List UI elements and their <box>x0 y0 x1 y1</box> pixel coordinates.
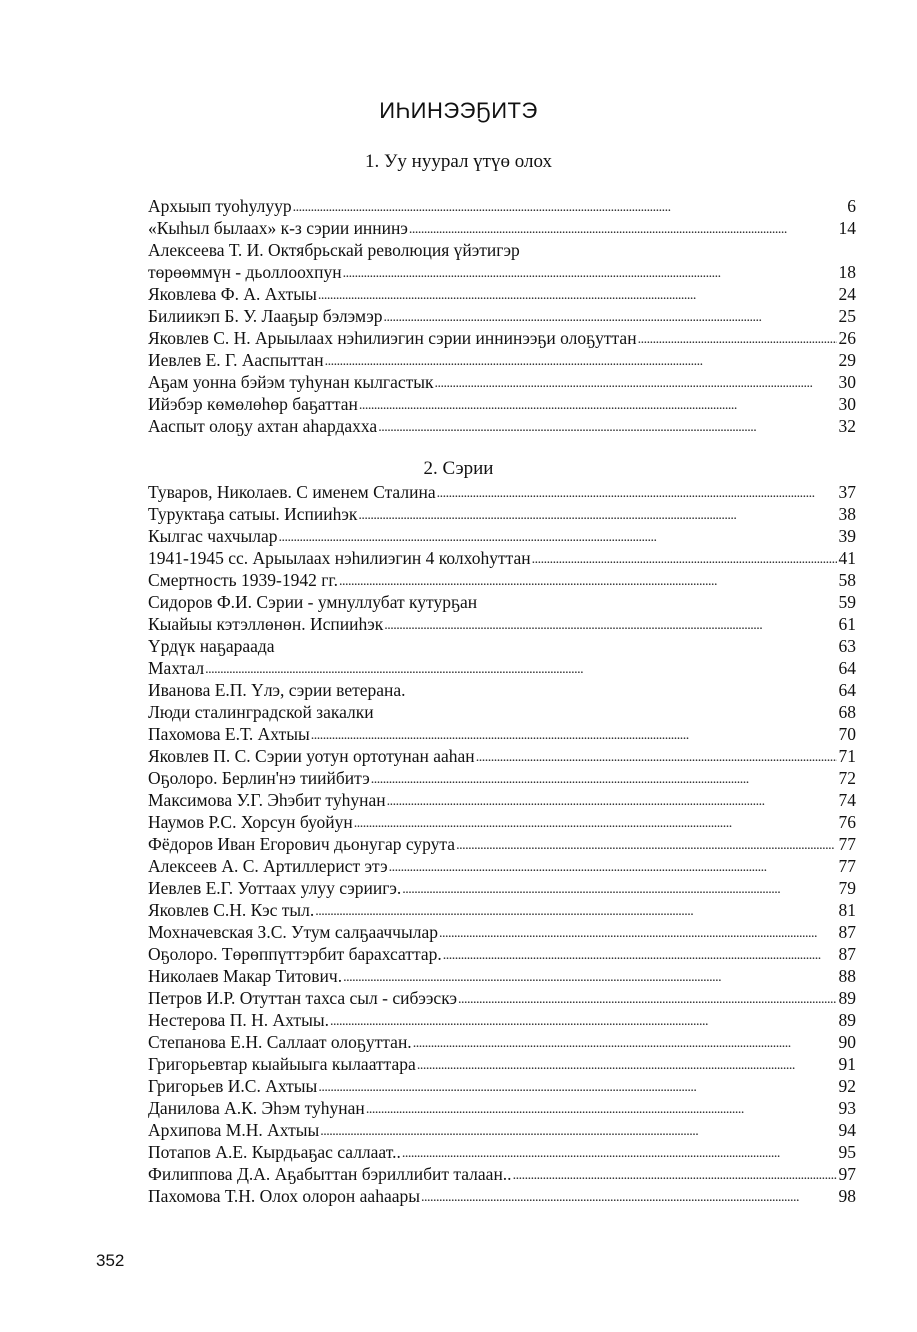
page-number: 352 <box>96 1251 125 1270</box>
toc-entry-page: 41 <box>838 548 856 568</box>
toc-entry-title: Данилова А.К. Эһэм туһунан <box>148 1098 365 1118</box>
toc-entry-page: 59 <box>838 592 856 612</box>
toc-entry-page: 79 <box>838 878 856 898</box>
toc-entry-page: 90 <box>838 1032 856 1052</box>
toc-leader-dots <box>354 815 837 833</box>
section-heading-2: 2. Сэрии <box>423 458 494 479</box>
toc-leader-dots <box>435 375 837 393</box>
toc-entry-title: Алексеев А. С. Артиллерист этэ <box>148 856 388 876</box>
toc-leader-dots <box>325 353 837 371</box>
toc-entry <box>148 415 856 437</box>
toc-leader-dots <box>320 1123 837 1141</box>
toc-entry <box>148 1053 856 1075</box>
toc-leader-dots <box>293 199 837 217</box>
toc-entry <box>148 327 856 349</box>
toc-entry-page: 94 <box>838 1120 856 1140</box>
section-heading-1: 1. Уу нуурал үтүө олох <box>364 151 552 172</box>
toc-entry-title: Яковлев П. С. Сэрии уотун ортотунан ааһан <box>148 746 475 766</box>
toc-leader-dots <box>437 485 837 503</box>
toc-leader-dots <box>417 1057 837 1075</box>
toc-entry-page: 91 <box>838 1054 856 1074</box>
toc-leader-dots <box>359 397 837 415</box>
toc-entry-page: 61 <box>838 614 856 634</box>
toc-entry-title: Оҕолоро. Берлин'нэ тиийбитэ <box>148 768 370 788</box>
toc-entry-page: 26 <box>838 328 856 348</box>
toc-entry-page: 64 <box>838 680 856 700</box>
toc-entry-title: Фёдоров Иван Егорович дьонугар сурута <box>148 834 456 854</box>
toc-entry <box>148 1119 856 1141</box>
toc-entry <box>148 657 856 679</box>
toc-leader-dots <box>205 661 837 679</box>
toc-entry <box>148 899 856 921</box>
toc-entry <box>148 1009 856 1031</box>
toc-entry <box>148 921 856 943</box>
toc-entry <box>148 591 856 613</box>
toc-entry <box>148 679 856 701</box>
toc-entry-title: Алексеева Т. И. Октябрьскай революция үйэтигэр <box>148 240 520 260</box>
toc-leader-dots <box>387 793 837 811</box>
toc-entry-title: Потапов А.Е. Кырдьаҕас саллаат.. <box>148 1142 401 1162</box>
toc-leader-dots <box>311 727 837 745</box>
toc-entry <box>148 745 856 767</box>
toc-leader-dots <box>358 507 837 525</box>
toc-leader-dots <box>330 1013 837 1031</box>
toc-entry <box>148 393 856 415</box>
toc-entry-page: 76 <box>838 812 856 832</box>
toc-leader-dots <box>371 771 837 789</box>
toc-list-section-2 <box>148 481 856 1207</box>
toc-entry-title: Пахомова Е.Т. Ахтыы <box>148 724 310 744</box>
toc-entry <box>148 613 856 635</box>
toc-entry <box>148 1031 856 1053</box>
toc-entry <box>148 195 856 217</box>
toc-entry-title: Ийэбэр көмөлөһөр баҕаттан <box>148 394 358 414</box>
toc-entry-title: Кыайыы кэтэллөнөн. Испииһэк <box>148 614 384 634</box>
toc-entry-title: Үрдүк наҕараада <box>148 636 275 656</box>
toc-entry-title: Иевлев Е.Г. Уоттаах улуу сэриигэ. <box>148 878 402 898</box>
toc-entry-title: Архипова М.Н. Ахтыы <box>148 1120 320 1140</box>
toc-entry-page: 89 <box>838 1010 856 1030</box>
toc-entry-page: 71 <box>838 746 856 766</box>
toc-entry-title: Максимова У.Г. Эһэбит туһунан <box>148 790 386 810</box>
toc-entry-page: 89 <box>838 988 856 1008</box>
toc-entry <box>148 789 856 811</box>
toc-entry <box>148 481 856 503</box>
toc-entry <box>148 371 856 393</box>
toc-entry <box>148 723 856 745</box>
toc-leader-dots <box>384 617 837 635</box>
toc-leader-dots <box>315 903 837 921</box>
toc-entry-title: Григорьев И.С. Ахтыы <box>148 1076 318 1096</box>
toc-leader-dots <box>389 859 837 877</box>
toc-entry-title: Яковлев С. Н. Арыылаах нэһилиэгин сэрии иннинээҕи олоҕуттан <box>148 328 637 348</box>
toc-entry <box>148 1075 856 1097</box>
toc-leader-dots <box>476 749 837 767</box>
toc-entry-title: Степанова Е.Н. Саллаат олоҕуттан. <box>148 1032 412 1052</box>
toc-entry-title: Смертность 1939-1942 гг. <box>148 570 338 590</box>
toc-leader-dots <box>343 265 837 283</box>
toc-entry-page: 25 <box>838 306 856 326</box>
toc-entry-title: Петров И.Р. Отуттан тахса сыл - сибээскэ <box>148 988 457 1008</box>
toc-entry-title: Пахомова Т.Н. Олох олорон ааһаары <box>148 1186 420 1206</box>
toc-entry-page: 58 <box>838 570 856 590</box>
toc-entry-title: Кылгас чахчылар <box>148 526 278 546</box>
toc-leader-dots <box>458 991 837 1009</box>
toc-entry-title: Николаев Макар Титович. <box>148 966 343 986</box>
toc-entry-page: 92 <box>838 1076 856 1096</box>
toc-entry-title: Наумов Р.С. Хорсун буойун <box>148 812 353 832</box>
toc-entry <box>148 305 856 327</box>
toc-entry-title: Оҕолоро. Төрөппүттэрбит барахсаттар. <box>148 944 442 964</box>
toc-entry <box>148 833 856 855</box>
toc-entry <box>148 503 856 525</box>
toc-leader-dots <box>409 221 837 239</box>
toc-entry-page: 87 <box>838 944 856 964</box>
toc-entry-page: 24 <box>838 284 856 304</box>
toc-leader-dots <box>513 1167 837 1185</box>
toc-entry <box>148 239 856 261</box>
toc-entry-page: 30 <box>838 372 856 392</box>
toc-leader-dots <box>413 1035 837 1053</box>
toc-entry <box>148 635 856 657</box>
toc-entry <box>148 217 856 239</box>
toc-entry-page: 77 <box>838 856 856 876</box>
toc-entry-page: 29 <box>838 350 856 370</box>
toc-leader-dots <box>443 947 837 965</box>
toc-entry-page: 70 <box>838 724 856 744</box>
toc-leader-dots <box>343 969 837 987</box>
toc-entry-title: Туваров, Николаев. С именем Сталина <box>148 482 436 502</box>
toc-entry <box>148 855 856 877</box>
toc-leader-dots <box>366 1101 837 1119</box>
toc-entry-page: 30 <box>838 394 856 414</box>
toc-entry <box>148 701 856 723</box>
toc-entry <box>148 283 856 305</box>
toc-entry <box>148 767 856 789</box>
toc-leader-dots <box>318 1079 837 1097</box>
toc-entry-title: Архыып туоһулуур <box>148 196 292 216</box>
toc-leader-dots <box>638 331 837 349</box>
toc-leader-dots <box>318 287 837 305</box>
toc-entry-title: Нестерова П. Н. Ахтыы. <box>148 1010 329 1030</box>
toc-entry-page: 64 <box>838 658 856 678</box>
toc-entry-title: Туруктаҕа сатыы. Испииһэк <box>148 504 358 524</box>
toc-entry-page: 39 <box>838 526 856 546</box>
toc-entry-title: Аҕам уонна бэйэм туһунан кылгастык <box>148 372 434 392</box>
toc-entry-page: 37 <box>838 482 856 502</box>
toc-entry-title: Яковлева Ф. А. Ахтыы <box>148 284 317 304</box>
toc-entry-page: 95 <box>838 1142 856 1162</box>
toc-entry-title: Ааспыт олоҕу ахтан аһардахха <box>148 416 378 436</box>
toc-entry-title: Григорьевтар кыайыыга кылааттара <box>148 1054 416 1074</box>
toc-entry <box>148 965 856 987</box>
toc-leader-dots <box>456 837 837 855</box>
toc-entry-title: Мохначевская З.С. Утум салҕааччылар <box>148 922 438 942</box>
toc-leader-dots <box>279 529 837 547</box>
toc-leader-dots <box>402 1145 837 1163</box>
toc-entry-page: 77 <box>838 834 856 854</box>
toc-entry-title: Яковлев С.Н. Кэс тыл. <box>148 900 315 920</box>
toc-entry-page: 68 <box>838 702 856 722</box>
toc-leader-dots <box>439 925 837 943</box>
toc-leader-dots <box>378 419 837 437</box>
toc-entry <box>148 349 856 371</box>
toc-entry <box>148 525 856 547</box>
toc-entry-page: 72 <box>838 768 856 788</box>
toc-entry <box>148 1163 856 1185</box>
toc-list-section-1 <box>148 195 856 437</box>
toc-entry-title: «Кыһыл былаах» к-з сэрии иннинэ <box>148 218 408 238</box>
toc-leader-dots <box>402 881 837 899</box>
toc-entry <box>148 261 856 283</box>
toc-entry-page: 97 <box>838 1164 856 1184</box>
toc-entry-page: 93 <box>838 1098 856 1118</box>
toc-leader-dots <box>384 309 837 327</box>
toc-entry-page: 74 <box>838 790 856 810</box>
toc-leader-dots <box>421 1189 837 1207</box>
toc-entry <box>148 547 856 569</box>
toc-entry <box>148 943 856 965</box>
toc-entry-page: 87 <box>838 922 856 942</box>
toc-entry-title: Люди сталинградской закалки <box>148 702 374 722</box>
toc-entry-title: Филиппова Д.А. Аҕабыттан бэриллибит талаан.. <box>148 1164 512 1184</box>
toc-entry <box>148 877 856 899</box>
toc-leader-dots <box>532 551 837 569</box>
toc-entry <box>148 1097 856 1119</box>
page-title: ИҺИНЭЭҔИТЭ <box>379 98 538 123</box>
toc-entry-title: Иевлев Е. Г. Ааспыттан <box>148 350 324 370</box>
toc-entry <box>148 1141 856 1163</box>
toc-entry <box>148 811 856 833</box>
toc-entry-page: 38 <box>838 504 856 524</box>
toc-entry-page: 14 <box>838 218 856 238</box>
toc-entry <box>148 1185 856 1207</box>
toc-entry-page: 81 <box>838 900 856 920</box>
toc-entry-page: 63 <box>838 636 856 656</box>
toc-leader-dots <box>339 573 837 591</box>
toc-entry-page: 98 <box>838 1186 856 1206</box>
toc-entry-page: 6 <box>847 196 856 216</box>
toc-entry-page: 32 <box>838 416 856 436</box>
toc-entry-page: 18 <box>838 262 856 282</box>
toc-entry-title: Билиикэп Б. У. Лааҕыр бэлэмэр <box>148 306 383 326</box>
toc-entry <box>148 569 856 591</box>
toc-entry-page: 88 <box>838 966 856 986</box>
toc-entry <box>148 987 856 1009</box>
toc-entry-title: 1941-1945 сс. Арыылаах нэһилиэгин 4 колхоһуттан <box>148 548 531 568</box>
toc-entry-title: Сидоров Ф.И. Сэрии - умнуллубат кутурҕан <box>148 592 478 612</box>
toc-entry-title: Махтал <box>148 658 205 678</box>
toc-entry-title: төрөөммүн - дьоллоохпун <box>148 262 342 282</box>
toc-entry-title: Иванова Е.П. Үлэ, сэрии ветерана. <box>148 680 406 700</box>
